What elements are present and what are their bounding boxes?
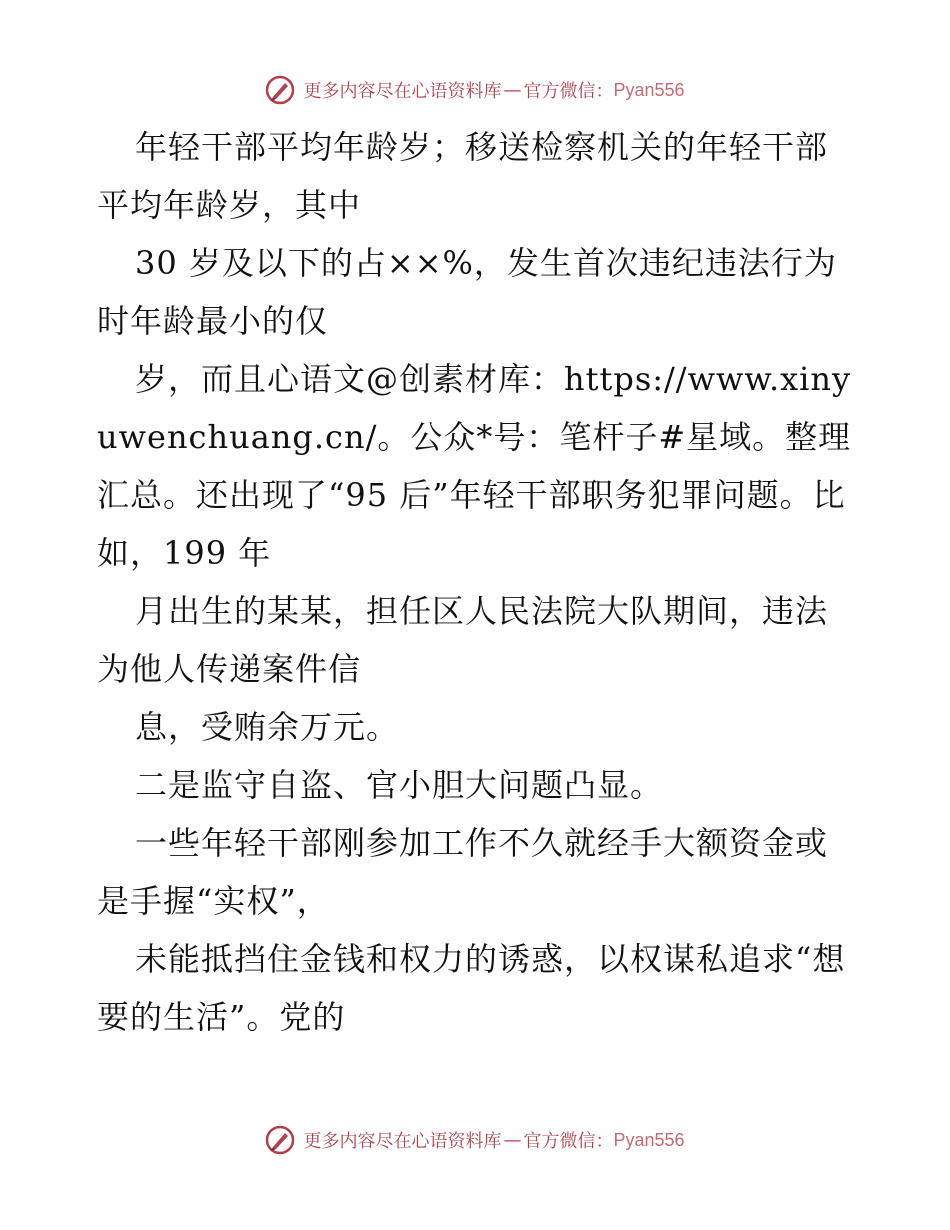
paragraph: 岁，而且心语文@创素材库：https://www.xinyuwenchuang.cn/。公众*号：笔杆子#星域。整理汇总。还出现了“95 后”年轻干部职务犯罪问题。比如，199 年 — [97, 360, 852, 572]
banner-site-text: 更多内容尽在心语资料库 — [303, 81, 502, 102]
banner-wechat-label: 官方微信： — [523, 81, 614, 102]
banner-separator: — — [503, 1129, 522, 1151]
banner-wechat-id: Pyan556 — [613, 79, 685, 100]
paragraph: 月出生的某某，担任区人民法院大队期间，违法为他人传递案件信 — [97, 592, 829, 688]
footer-banner — [0, 1120, 950, 1160]
paragraph: 未能抵挡住金钱和权力的诱惑，以权谋私追求“想要的生活”。党的 — [97, 940, 846, 1036]
banner-wechat-label: 官方微信： — [523, 1131, 614, 1152]
document-body — [97, 118, 857, 1046]
banner-site-text: 更多内容尽在心语资料库 — [303, 1131, 502, 1152]
pen-logo-icon — [265, 75, 295, 105]
banner-wechat-id: Pyan556 — [613, 1129, 685, 1150]
banner-separator: — — [503, 79, 522, 101]
paragraph: 二是监守自盗、官小胆大问题凸显。 — [135, 766, 664, 804]
paragraph: 一些年轻干部刚参加工作不久就经手大额资金或是手握“实权”， — [97, 824, 829, 920]
paragraph: 30 岁及以下的占××%，发生首次违纪违法行为时年龄最小的仅 — [97, 244, 837, 340]
header-banner — [0, 70, 950, 110]
paragraph: 年轻干部平均年龄岁；移送检察机关的年轻干部平均年龄岁，其中 — [97, 128, 829, 224]
pen-logo-icon — [265, 1125, 295, 1155]
paragraph: 息，受贿余万元。 — [135, 708, 400, 746]
